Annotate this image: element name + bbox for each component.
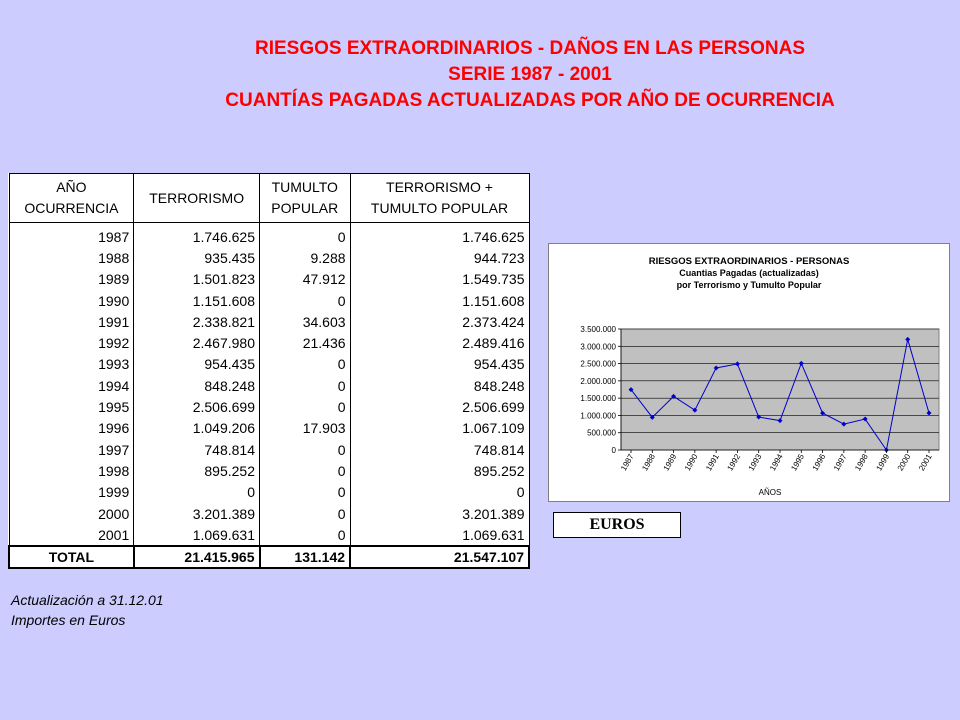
x-tick-label: 2001 <box>917 452 934 473</box>
table-cell: 2000 <box>9 503 134 524</box>
table-cell: 0 <box>260 524 351 546</box>
x-tick-label: 1999 <box>874 452 892 473</box>
y-tick-label: 3.500.000 <box>580 325 616 334</box>
table-cell: 748.814 <box>350 439 529 460</box>
header-text: TERRORISMO <box>149 189 245 206</box>
x-tick-label: 1993 <box>746 452 764 473</box>
table-cell: 3.201.389 <box>350 503 529 524</box>
table-cell: 1993 <box>9 354 134 375</box>
y-tick-label: 500.000 <box>587 428 616 438</box>
euros-label: EUROS <box>553 512 681 538</box>
chart-title-line: RIESGOS EXTRAORDINARIOS - PERSONAS <box>648 256 850 267</box>
table-cell: 1.069.631 <box>134 524 260 546</box>
x-tick-label: 1998 <box>853 452 870 473</box>
chart-title-line: por Terrorismo y Tumulto Popular <box>676 280 822 290</box>
table-cell: 2.506.699 <box>134 396 260 417</box>
table-cell: 1.501.823 <box>134 269 260 290</box>
table-row <box>9 332 529 353</box>
table-cell: 954.435 <box>134 354 260 375</box>
table-row <box>9 396 529 417</box>
header-text: TERRORISMO + <box>386 179 493 195</box>
table-cell: 0 <box>260 223 351 248</box>
x-tick-label: 1996 <box>810 452 828 473</box>
table-header-row <box>9 174 529 223</box>
table-cell: 1.151.608 <box>350 290 529 311</box>
table-cell: 2.467.980 <box>134 332 260 353</box>
table-row <box>9 269 529 290</box>
x-tick-label: 1992 <box>725 452 743 473</box>
table-cell: 1.069.631 <box>350 524 529 546</box>
table-cell: 895.252 <box>350 460 529 481</box>
table-cell: 1.746.625 <box>350 223 529 248</box>
table-cell: 1.151.608 <box>134 290 260 311</box>
table-cell: 848.248 <box>134 375 260 396</box>
title-line-3: CUANTÍAS PAGADAS ACTUALIZADAS POR AÑO DE OCURRENCIA <box>225 90 835 111</box>
table-cell: 1988 <box>9 247 134 268</box>
plot-area <box>621 329 939 450</box>
table-cell: 1997 <box>9 439 134 460</box>
table-total-row <box>9 546 529 568</box>
table-total-cell: 21.547.107 <box>350 546 529 568</box>
x-tick-label: 1995 <box>789 452 807 473</box>
table-cell: 1991 <box>9 311 134 332</box>
table-cell: 954.435 <box>350 354 529 375</box>
table-cell: 1994 <box>9 375 134 396</box>
table-cell: 1.067.109 <box>350 418 529 439</box>
table-cell: 1996 <box>9 418 134 439</box>
table-cell: 1.549.735 <box>350 269 529 290</box>
y-tick-label: 1.500.000 <box>580 394 616 404</box>
table-cell: 1998 <box>9 460 134 481</box>
table-row <box>9 439 529 460</box>
table-row <box>9 418 529 439</box>
table-header-cell <box>134 174 260 223</box>
table-cell: 1999 <box>9 482 134 503</box>
y-tick-label: 1.000.000 <box>580 411 616 421</box>
table-cell: 895.252 <box>134 460 260 481</box>
table-cell: 47.912 <box>260 269 351 290</box>
table-cell: 748.814 <box>134 439 260 460</box>
table-row <box>9 247 529 268</box>
x-tick-label: 1997 <box>831 452 849 473</box>
table-row <box>9 375 529 396</box>
line-chart <box>549 244 949 501</box>
table-cell: 2001 <box>9 524 134 546</box>
y-tick-label: 0 <box>611 446 616 455</box>
x-tick-label: 1990 <box>682 452 700 473</box>
x-tick-label: 1988 <box>640 452 658 473</box>
table-cell: 935.435 <box>134 247 260 268</box>
payments-table <box>8 173 530 569</box>
table-cell: 1987 <box>9 223 134 248</box>
y-tick-label: 2.000.000 <box>580 376 616 386</box>
table-cell: 0 <box>260 460 351 481</box>
table-row <box>9 503 529 524</box>
table-cell: 0 <box>134 482 260 503</box>
table-cell: 17.903 <box>260 418 351 439</box>
table-cell: 3.201.389 <box>134 503 260 524</box>
chart-title-line: Cuantias Pagadas (actualizadas) <box>679 268 819 278</box>
table-total-cell: 131.142 <box>260 546 351 568</box>
table-cell: 1995 <box>9 396 134 417</box>
table-header-cell <box>260 174 351 223</box>
table-row <box>9 482 529 503</box>
note-update-date: Actualización a 31.12.01 <box>11 592 164 608</box>
table-cell: 0 <box>260 290 351 311</box>
table-cell: 2.373.424 <box>350 311 529 332</box>
table-total-cell: 21.415.965 <box>134 546 260 568</box>
header-text: TUMULTO POPULAR <box>370 200 509 216</box>
table-cell: 2.489.416 <box>350 332 529 353</box>
table-cell: 1992 <box>9 332 134 353</box>
table-cell: 9.288 <box>260 247 351 268</box>
table-cell: 944.723 <box>350 247 529 268</box>
table-row <box>9 290 529 311</box>
y-tick-label: 2.500.000 <box>580 359 616 369</box>
table-cell: 2.338.821 <box>134 311 260 332</box>
table-cell: 1989 <box>9 269 134 290</box>
table-cell: 0 <box>260 482 351 503</box>
table-cell: 1990 <box>9 290 134 311</box>
x-tick-label: 1991 <box>704 452 721 473</box>
header-text: POPULAR <box>271 200 339 216</box>
table-row <box>9 311 529 332</box>
table-cell: 0 <box>260 354 351 375</box>
header-text: OCURRENCIA <box>24 200 119 216</box>
header-text: TUMULTO <box>271 179 338 195</box>
x-tick-label: 1989 <box>661 452 679 473</box>
table-cell: 1.746.625 <box>134 223 260 248</box>
table-cell: 2.506.699 <box>350 396 529 417</box>
table-cell: 0 <box>260 396 351 417</box>
x-tick-label: 2000 <box>895 452 913 473</box>
table-cell: 0 <box>350 482 529 503</box>
x-tick-label: 1987 <box>619 452 636 473</box>
header-text: AÑO <box>56 179 87 195</box>
table-total-cell: TOTAL <box>9 546 134 568</box>
table-row <box>9 460 529 481</box>
note-currency: Importes en Euros <box>11 612 126 628</box>
table-row <box>9 354 529 375</box>
table-header-cell <box>9 174 134 223</box>
x-axis-label: AÑOS <box>758 488 782 497</box>
table-row <box>9 223 529 248</box>
table-cell: 34.603 <box>260 311 351 332</box>
table-cell: 0 <box>260 439 351 460</box>
y-tick-label: 3.000.000 <box>580 342 616 352</box>
title-line-1: RIESGOS EXTRAORDINARIOS - DAÑOS EN LAS PERSONAS <box>254 38 805 59</box>
table-cell: 1.049.206 <box>134 418 260 439</box>
x-tick-label: 1994 <box>768 452 785 473</box>
table-header-cell <box>350 174 529 223</box>
table-cell: 848.248 <box>350 375 529 396</box>
title-line-2: SERIE 1987 - 2001 <box>448 64 612 85</box>
table-cell: 0 <box>260 503 351 524</box>
table-cell: 21.436 <box>260 332 351 353</box>
table-cell: 0 <box>260 375 351 396</box>
chart-panel <box>548 243 950 502</box>
table-row <box>9 524 529 546</box>
